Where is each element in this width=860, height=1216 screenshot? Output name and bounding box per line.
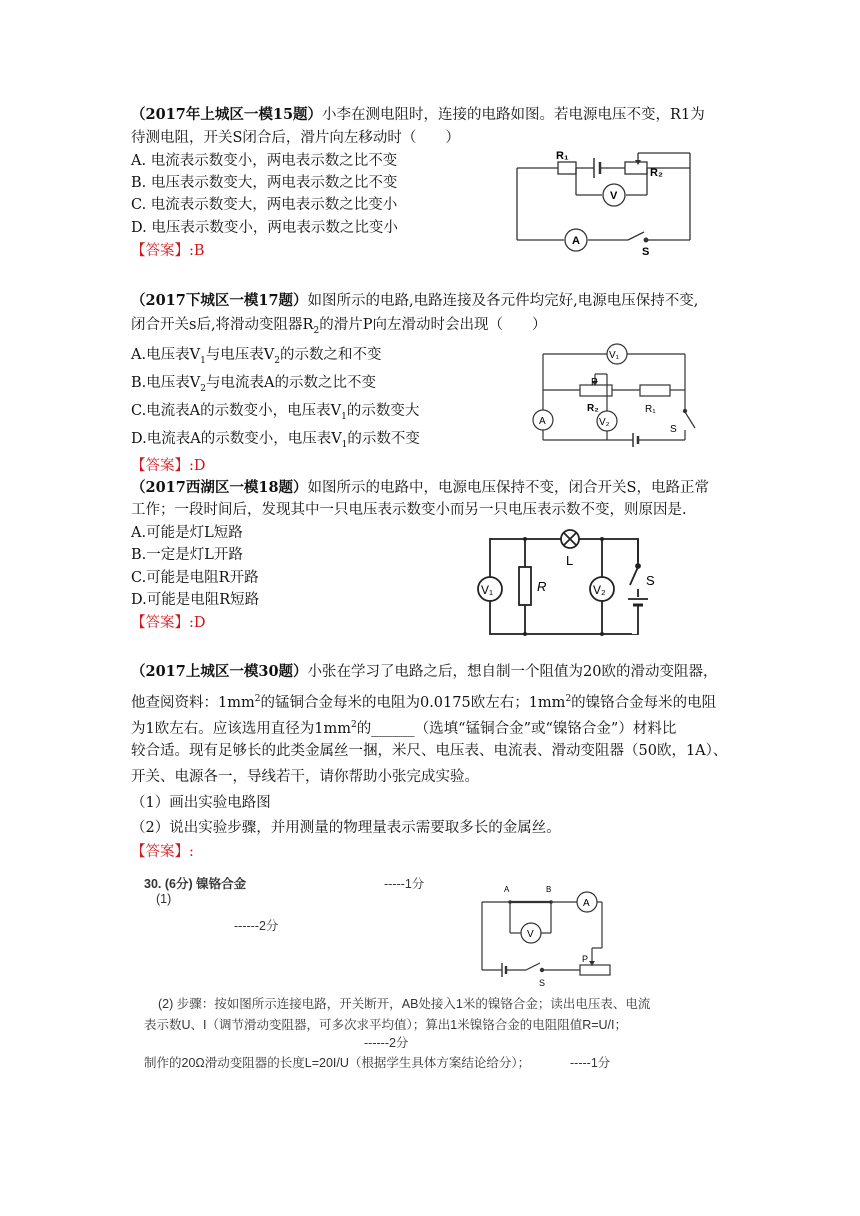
q2-v1-label: V₁	[609, 350, 620, 361]
q3-option-a: A.可能是灯L短路	[131, 525, 243, 541]
q3-v1-label: V₁	[481, 583, 494, 597]
q2-opt-d-mid: 的示数不变	[347, 431, 420, 447]
q2-opt-a-mid: 与电压表V	[205, 347, 275, 363]
q4-line2-pre: 他查阅资料：1mm	[131, 694, 255, 711]
answer-score1: -----1分	[384, 877, 425, 891]
q2-answer-label: 【答案】:	[131, 458, 194, 474]
q2-stem-line1	[131, 290, 698, 312]
q3-answer-value: D	[193, 615, 206, 631]
q2-source: （2017下城区一模17题）	[131, 292, 308, 309]
answer-switch-label: S	[539, 978, 546, 988]
q2-stem-text1: 如图所示的电路,电路连接及各元件均完好,电源电压保持不变,	[307, 293, 699, 309]
q2-v2-label: V₂	[599, 417, 610, 428]
q3-switch-label: S	[646, 573, 655, 588]
q2-r1-label: R₁	[645, 404, 656, 415]
answer-point-b: B	[546, 885, 552, 894]
q1-stem-line1	[131, 104, 705, 126]
q4-line3-sup: 2	[350, 720, 357, 730]
q2-opt-d-sub1: 1	[341, 439, 348, 450]
q2-opt-a-post: 的示数之和不变	[280, 347, 382, 363]
q1-r1-label: R₁	[556, 150, 569, 162]
q1-option-d: D. 电压表示数变小，两电表示数之比变小	[131, 220, 398, 236]
q4-line4: 较合适。现有足够长的此类金属丝一捆，米尺、电压表、电流表、滑动变阻器（50欧，1A）、	[131, 743, 728, 759]
q2-stem2-pre: 闭合开关s后,将滑动变阻器R	[131, 317, 314, 333]
q4-line3	[131, 714, 676, 740]
q4-line2-sup1: 2	[254, 694, 261, 704]
q2-opt-d-pre: D.电流表A的示数变小，电压表V	[131, 431, 342, 447]
answer-step-line3: 制作的20Ω滑动变阻器的长度L=20I/U（根据学生具体方案结论给分）；	[144, 1056, 531, 1070]
q3-option-d: D.可能是电阻R短路	[131, 592, 260, 608]
q2-switch-label: S	[670, 424, 677, 435]
q1-option-b: B. 电压表示数变大，两电表示数之比不变	[131, 175, 398, 191]
q2-answer	[131, 455, 206, 477]
q2-option-d	[131, 428, 420, 456]
q3-v2-label: V₂	[593, 583, 606, 597]
q3-option-c: C.可能是电阻R开路	[131, 570, 259, 586]
q2-opt-b-pre: B.电压表V	[131, 375, 201, 391]
q1-option-a: A. 电流表示数变小，两电表示数之比不变	[131, 153, 398, 169]
q3-source: （2017西湖区一模18题）	[131, 479, 308, 496]
q1-option-c: C. 电流表示数变大，两电表示数之比变小	[131, 197, 398, 213]
q1-circuit-diagram	[510, 148, 725, 258]
q4-line2-sup2: 2	[565, 694, 572, 704]
q2-opt-a-pre: A.电压表V	[131, 347, 201, 363]
answer-head: 30. (6分) 镍铬合金	[144, 877, 247, 891]
answer-slider-label: P	[582, 954, 589, 964]
q3-r-label: R	[537, 579, 547, 594]
q4-line1	[131, 661, 718, 683]
q1-source: （2017年上城区一模15题）	[131, 106, 323, 123]
q4-line2-mid: 的锰铜合金每米的电阻为0.0175欧左右；1mm	[260, 694, 566, 711]
q2-option-c	[131, 400, 419, 428]
q4-answer-label: 【答案】:	[131, 844, 194, 860]
q2-opt-c-sub1: 1	[341, 411, 347, 422]
q2-stem-line2	[131, 314, 546, 342]
q2-opt-c-mid: 的示数变大	[346, 403, 420, 419]
q3-lamp-label: L	[566, 553, 574, 568]
q2-opt-a-sub2: 2	[274, 355, 281, 366]
answer-step-line2: 表示数U、I（调节滑动变阻器，可多次求平均值）；算出1米镍铬合金的电阻阻值R=U/I；	[144, 1018, 628, 1032]
q3-stem-text1: 如图所示的电路中，电源电压保持不变，闭合开关S，电路正常	[307, 480, 709, 496]
q2-slider-label: P	[591, 377, 598, 388]
q2-circuit-diagram	[525, 340, 705, 458]
q2-option-b	[131, 372, 376, 400]
answer-score4: -----1分	[570, 1056, 611, 1070]
answer-image	[140, 866, 660, 1078]
answer-score2: ------2分	[234, 919, 279, 933]
q2-opt-a-sub1: 1	[200, 355, 206, 366]
q1-answer-value: B	[193, 243, 205, 259]
answer-ammeter-label: A	[583, 898, 590, 909]
answer-score3: ------2分	[364, 1036, 409, 1050]
q3-stem-line1	[131, 477, 709, 499]
q3-answer	[131, 612, 206, 634]
q1-answer	[131, 240, 205, 262]
q1-r2-label: R₂	[650, 167, 663, 179]
q2-stem2-post: 的滑片P向左滑动时会出现（ ）	[319, 317, 547, 333]
q2-stem2-sub: 2	[313, 325, 320, 336]
q1-switch-label: S	[642, 246, 650, 258]
q4-line5: 开关、电源各一，导线若干，请你帮助小张完成实验。	[131, 769, 479, 785]
q3-option-b: B.一定是灯L开路	[131, 547, 243, 563]
q2-ammeter-label: A	[539, 416, 546, 427]
answer-point-a: A	[504, 885, 510, 894]
answer-step-line1: (2) 步骤：按如图所示连接电路，开关断开，AB处接入1米的镍铬合金；读出电压表、电流	[158, 997, 651, 1011]
q2-r2-label: R₂	[587, 403, 599, 414]
q2-option-a	[131, 344, 382, 372]
q1-stem-text1: 小李在测电阻时，连接的电路如图。若电源电压不变，R1为	[322, 107, 705, 123]
q1-stem-line2: 待测电阻，开关S闭合后，滑片向左移动时（ ）	[131, 130, 460, 146]
q2-opt-c-pre: C.电流表A的示数变小，电压表V	[131, 403, 342, 419]
q4-line2-post: 的镍铬合金每米的电阻	[571, 694, 717, 711]
q4-sub1: （1）画出实验电路图	[131, 795, 271, 811]
q3-circuit-diagram	[470, 527, 670, 642]
answer-part1: (1)	[156, 892, 172, 906]
q4-line3-post: 的______（选填“锰铜合金”或“镍铬合金”）材料比	[356, 720, 677, 737]
q4-line3-pre: 为1欧左右。应该选用直径为1mm	[131, 720, 351, 737]
q4-line1-text: 小张在学习了电路之后，想自制一个阻值为20欧的滑动变阻器，	[307, 664, 718, 680]
answer-voltmeter-label: V	[527, 929, 534, 940]
q2-opt-b-mid: 与电流表A的示数之比不变	[205, 375, 376, 391]
q4-line2	[131, 688, 716, 714]
q2-opt-b-sub1: 2	[200, 383, 206, 394]
q4-source: （2017上城区一模30题）	[131, 663, 308, 680]
q4-sub2: （2）说出实验步骤，并用测量的物理量表示需要取多长的金属丝。	[131, 820, 561, 836]
q1-voltmeter-label: V	[610, 190, 618, 202]
q3-stem-line2: 工作；一段时间后，发现其中一只电压表示数变小而另一只电压表示数不变，则原因是.	[131, 502, 687, 518]
q1-ammeter-label: A	[572, 235, 580, 247]
answer-circuit-diagram	[476, 878, 636, 990]
q1-answer-label: 【答案】:	[131, 243, 194, 259]
q2-answer-value: D	[193, 458, 206, 474]
q3-answer-label: 【答案】:	[131, 615, 194, 631]
